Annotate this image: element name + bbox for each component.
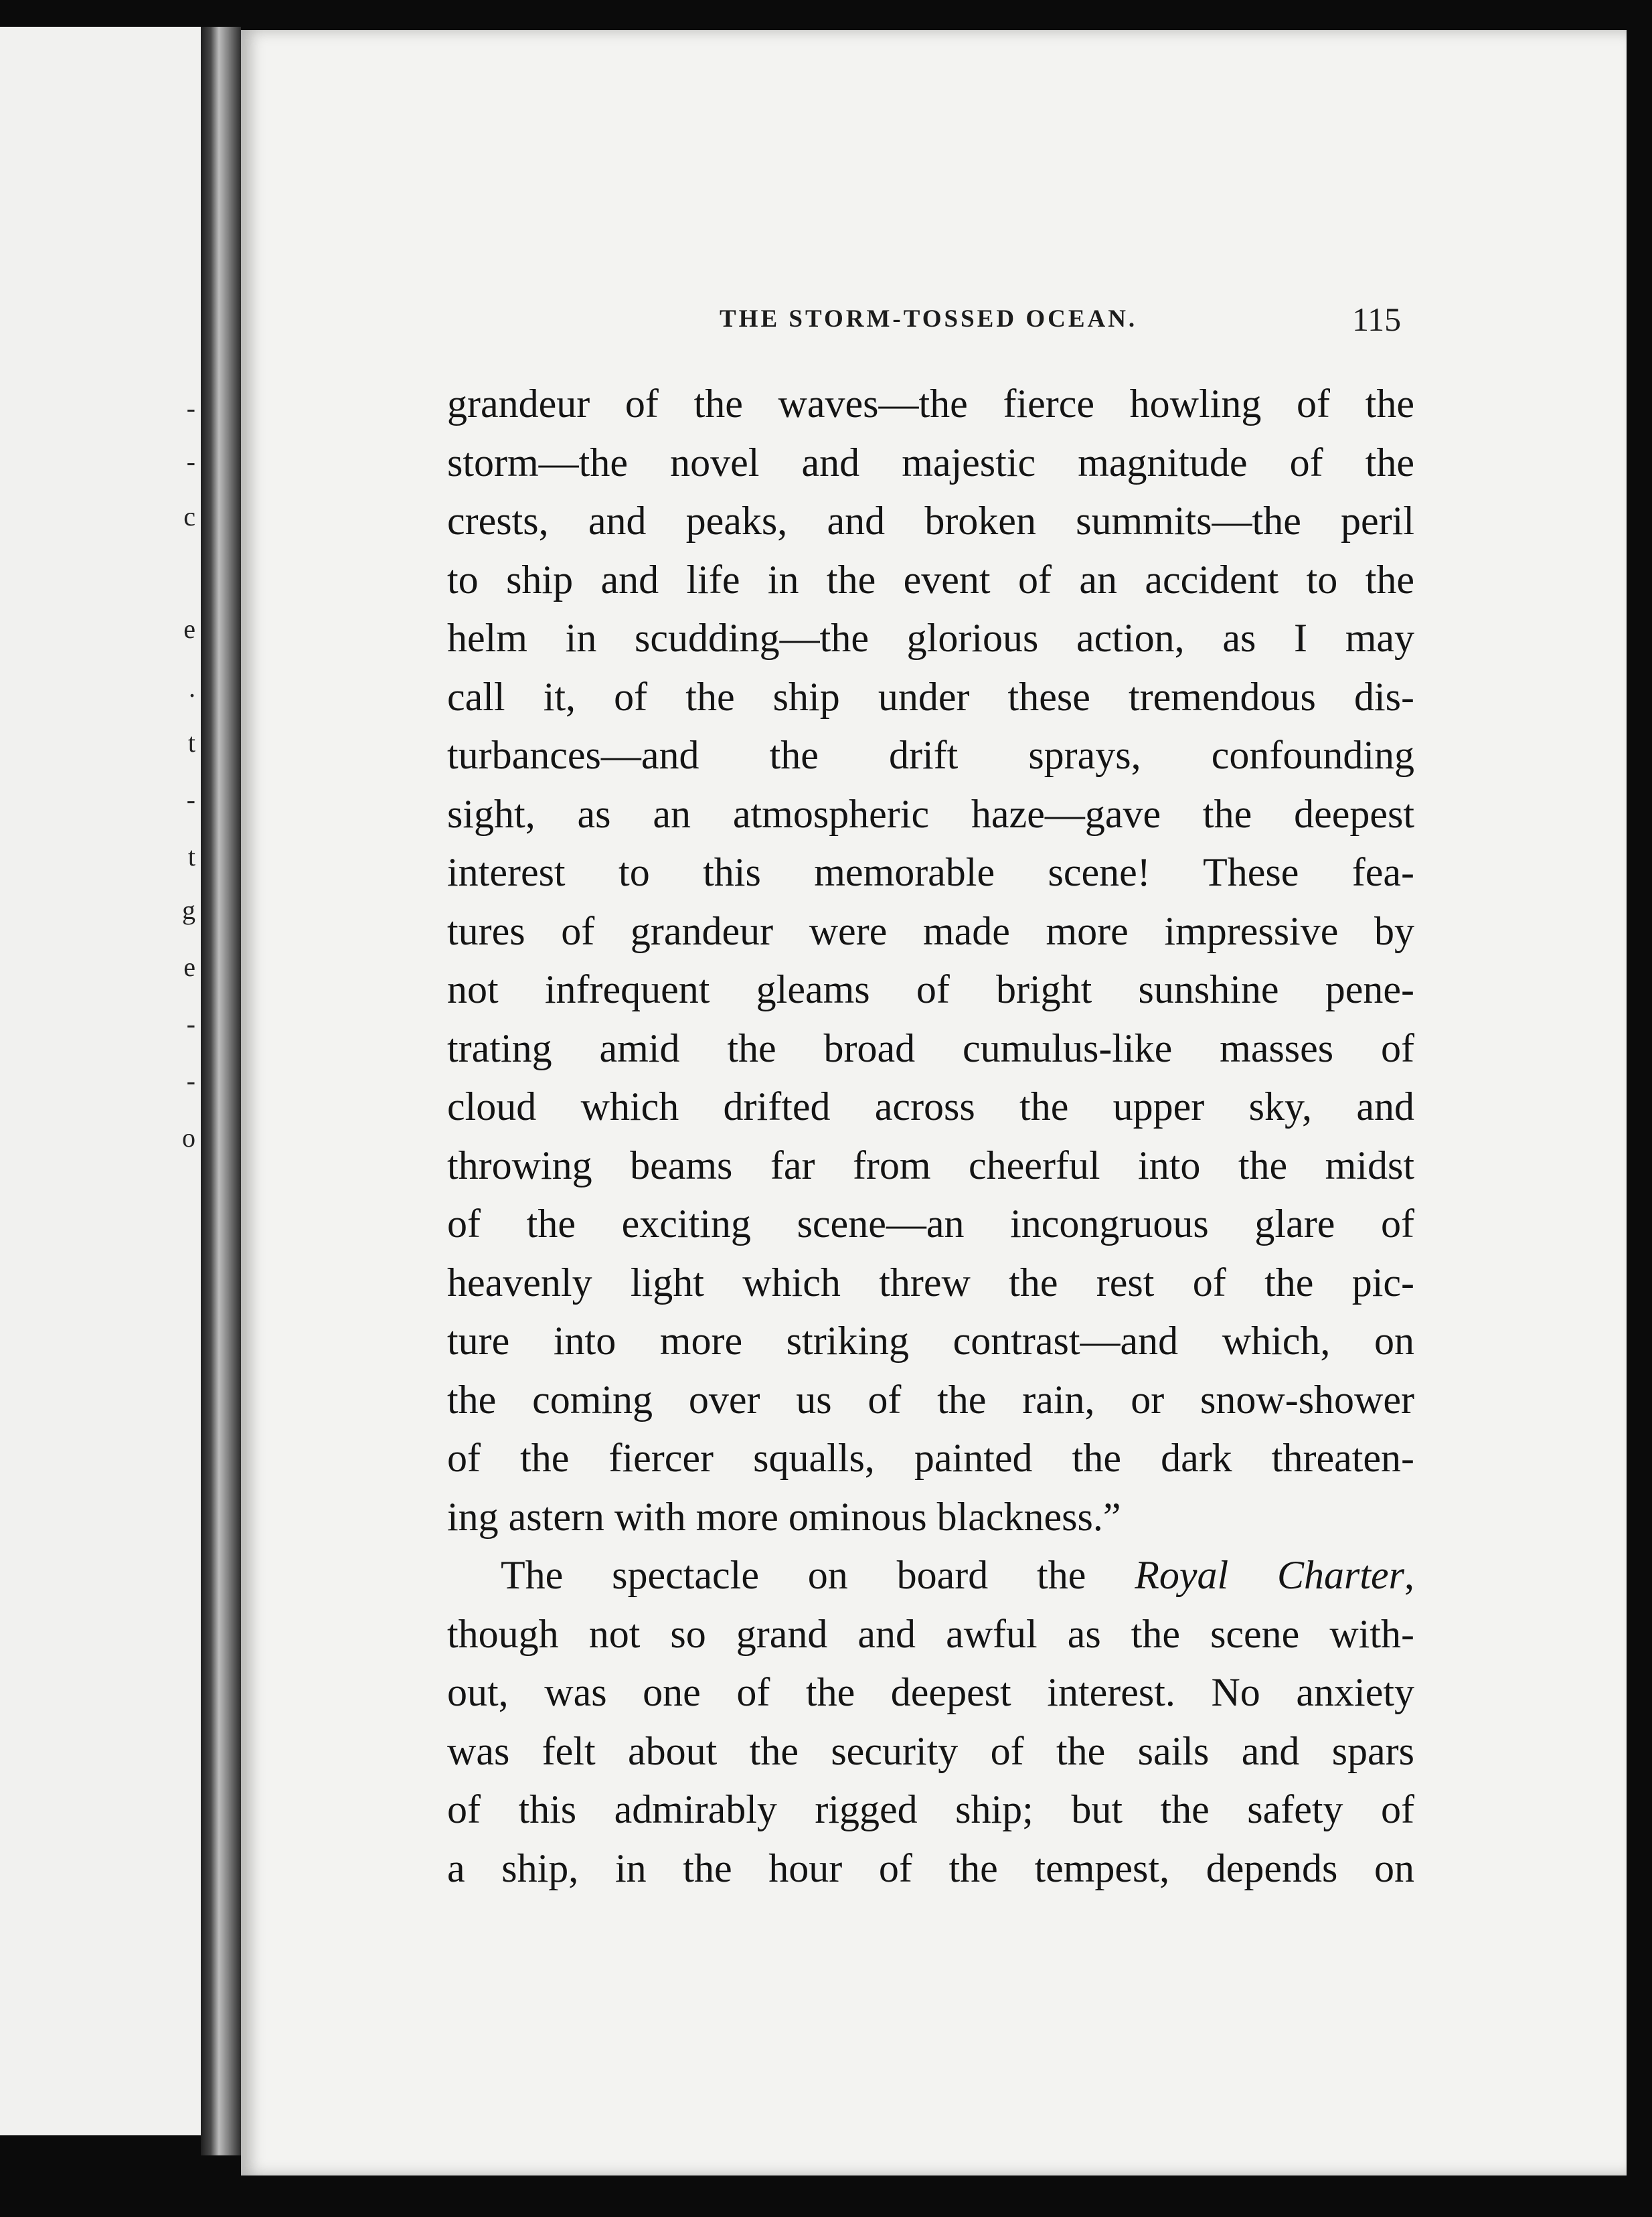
text-line: not infrequent gleams of bright sunshine pene- [447, 967, 1414, 1011]
text-line: heavenly light which threw the rest of the pic- [447, 1260, 1414, 1305]
margin-char: - [186, 1009, 195, 1039]
text-line: was felt about the security of the sails and spars [447, 1728, 1414, 1773]
text-line: out, was one of the deepest interest. No anxiety [447, 1670, 1414, 1714]
margin-char: g [182, 895, 195, 925]
text-line: interest to this memorable scene! These fea- [447, 850, 1414, 894]
margin-char: - [186, 393, 195, 423]
text-span: The spectacle on board the [501, 1553, 1135, 1597]
text-line: throwing beams far from cheerful into the midst [447, 1143, 1414, 1187]
text-line: to ship and life in the event of an accident to the [447, 557, 1414, 602]
text-line: trating amid the broad cumulus-like masses of [447, 1025, 1414, 1070]
text-line: cloud which drifted across the upper sky, and [447, 1084, 1414, 1129]
text-line: storm—the novel and majestic magnitude of the [447, 440, 1414, 485]
facing-page [0, 27, 201, 2135]
text-line: of this admirably rigged ship; but the safety of [447, 1787, 1414, 1831]
text-line: of the fiercer squalls, painted the dark threaten- [447, 1436, 1414, 1480]
margin-char: - [186, 785, 195, 815]
facing-page-margin-text [174, 27, 201, 2135]
text-line: a ship, in the hour of the tempest, depends on [447, 1845, 1414, 1890]
margin-char: e [183, 614, 195, 644]
book-spine [201, 27, 241, 2155]
text-line: sight, as an atmospheric haze—gave the deepest [447, 791, 1414, 836]
page-number: 115 [1352, 301, 1402, 338]
text-line: tures of grandeur were made more impressive by [447, 908, 1414, 953]
text-line: ture into more striking contrast—and which, on [447, 1319, 1414, 1363]
body-text [447, 375, 1414, 1898]
text-line: grandeur of the waves—the fierce howling of the [447, 382, 1414, 426]
text-line: though not so grand and awful as the scene with- [447, 1611, 1414, 1656]
text-span: , [1404, 1553, 1414, 1597]
paragraph-first-line [447, 1546, 1414, 1605]
text-line: helm in scudding—the glorious action, as I may [447, 616, 1414, 660]
running-head: THE STORM-TOSSED OCEAN. [720, 305, 1138, 333]
margin-char: t [187, 728, 195, 758]
margin-char: c [183, 501, 195, 531]
text-line: ing astern with more ominous blackness.” [447, 1494, 1121, 1539]
margin-char: t [187, 841, 195, 872]
margin-char: - [186, 1066, 195, 1096]
text-line: of the exciting scene—an incongruous glare of [447, 1202, 1414, 1246]
text-line: turbances—and the drift sprays, confounding [447, 733, 1414, 777]
margin-char: e [183, 952, 195, 982]
text-line: crests, and peaks, and broken summits—the peril [447, 499, 1414, 543]
margin-char: . [189, 673, 195, 703]
margin-char: - [186, 446, 195, 477]
text-line: the coming over us of the rain, or snow-shower [447, 1377, 1414, 1422]
ship-name: Royal Charter [1135, 1553, 1404, 1597]
margin-char: o [182, 1123, 195, 1153]
text-line: call it, of the ship under these tremendous dis- [447, 674, 1414, 719]
